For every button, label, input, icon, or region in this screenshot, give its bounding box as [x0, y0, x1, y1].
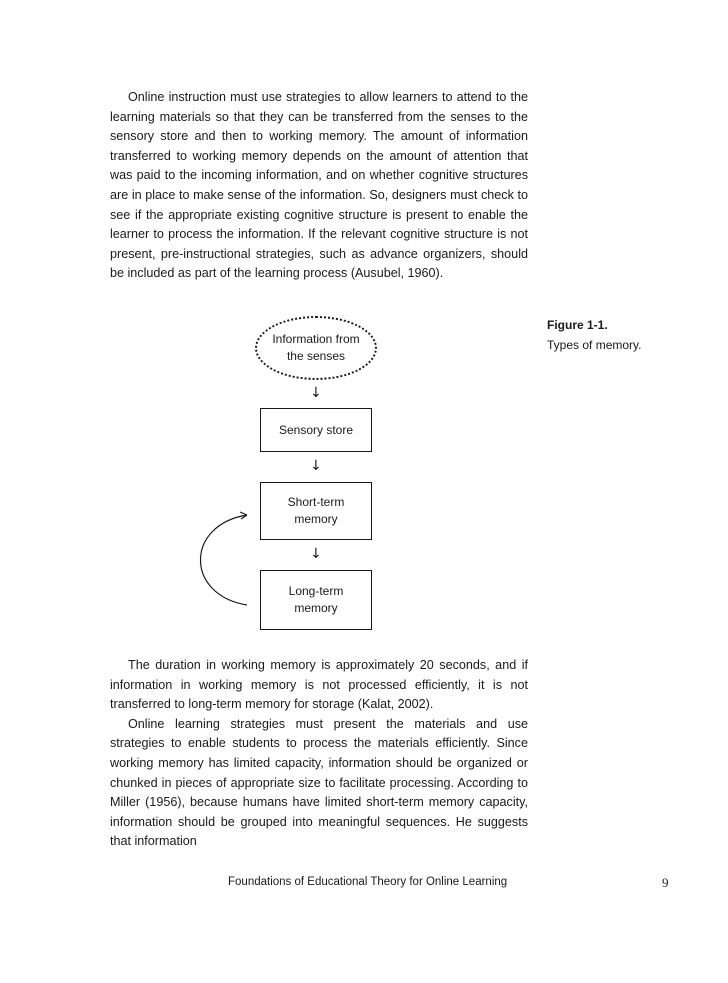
paragraph-text: The duration in working memory is approximately 20 seconds, and if information in working memory is not processed efficiently, it is not transferred to long-term memory for storage (Kalat, 2002).	[110, 658, 528, 712]
arrow-down-icon: ↓	[310, 385, 322, 401]
long-term-memory-label: Long-term memory	[288, 584, 344, 615]
sensory-store-node	[260, 408, 372, 452]
page-number: 9	[662, 875, 669, 890]
figure-description: Types of memory.	[547, 338, 642, 352]
paragraph-text: Online learning strategies must present the materials and use strategies to enable students to process the materials efficiently. Since working memory has limited capacity, information should be organized or chunked in pieces of appropriate size to facilitate processing. According to Miller (1956), because humans have limited short-term memory capacity, information should be grouped into meaningful sequences. He suggests that information	[110, 716, 528, 849]
body-paragraph-1	[110, 88, 528, 284]
short-term-memory-label: Short-term memory	[287, 495, 345, 526]
figure-label: Figure 1-1.	[547, 318, 608, 332]
long-term-memory-node	[260, 570, 372, 630]
figure-caption	[547, 315, 641, 355]
body-paragraphs-2	[110, 656, 528, 852]
senses-node-label: Information from the senses	[272, 332, 360, 363]
arrow-down-icon: ↓	[310, 546, 322, 562]
sensory-store-label: Sensory store	[278, 422, 354, 437]
running-footer-title: Foundations of Educational Theory for Online Learning	[228, 876, 508, 888]
retrieval-loop-arrow-icon	[195, 505, 265, 610]
senses-node	[255, 316, 377, 380]
arrow-down-icon: ↓	[310, 458, 322, 474]
short-term-memory-node	[260, 482, 372, 540]
paragraph-text: Online instruction must use strategies to allow learners to attend to the learning materials so that they can be transferred from the senses to the sensory store and then to working memory. The amount of information transferred to working memory depends on the amount of attention that was paid to the incoming information, and on whether cognitive structures are in place to make sense of the information. So, designers must check to see if the appropriate existing cognitive structure is present to enable the learner to process the information. If the relevant cognitive structure is not present, pre-instructional strategies, such as advance organizers, should be included as part of the learning process (Ausubel, 1960).	[110, 90, 528, 281]
